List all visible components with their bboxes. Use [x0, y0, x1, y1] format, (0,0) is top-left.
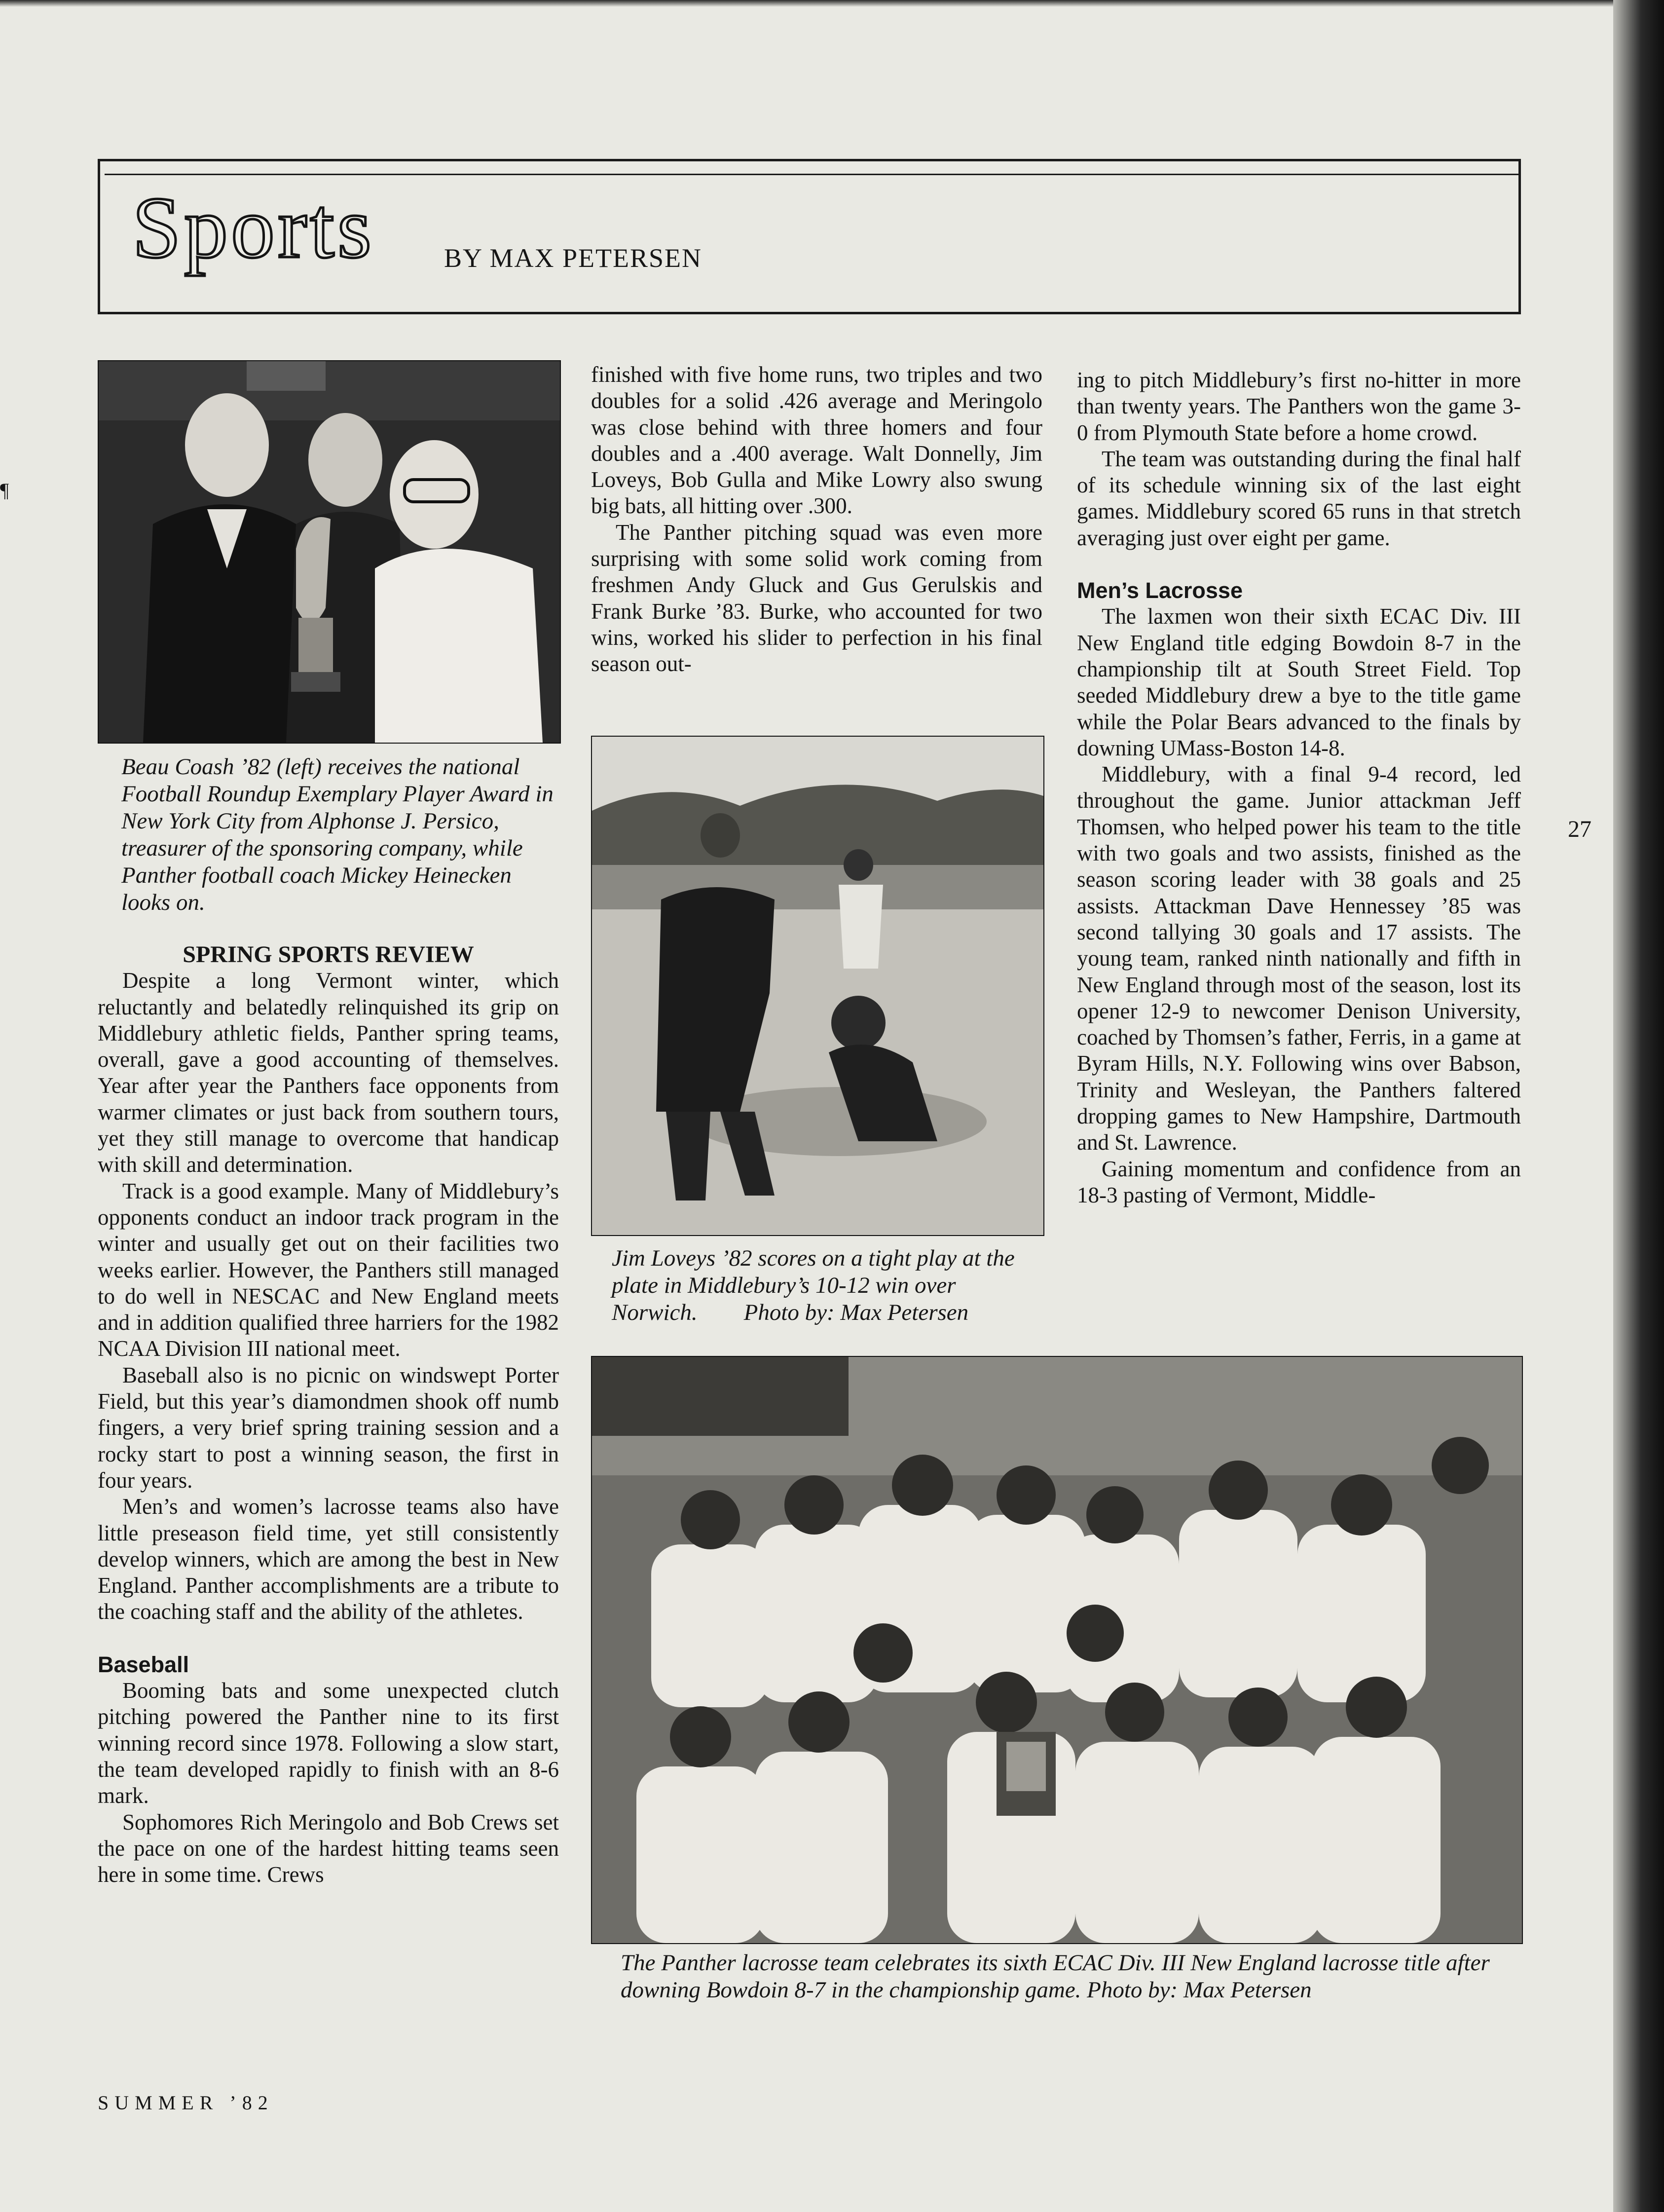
paragraph: ing to pitch Middlebury’s first no-hitter in more than twenty years. The Panthers won the game 3-0 from Plymouth State before a home crowd.	[1077, 368, 1521, 445]
section-heading: SPRING SPORTS REVIEW	[183, 941, 474, 968]
lacrosse-heading: Men’s Lacrosse	[1077, 578, 1243, 603]
paragraph: The laxmen won their sixth ECAC Div. III New England title edging Bowdoin 8-7 in the championship tilt at South Street Field. Top seeded Middlebury drew a bye to the title game while the Polar Bears advanced to the finals by downing UMass-Boston 14-8.	[1077, 604, 1521, 760]
award-photo	[98, 360, 561, 744]
paragraph: Middlebury, with a final 9-4 record, led throughout the game. Junior attackman Jeff Thomsen, who helped power his team to the title with two goals and two assists, finished as the season scoring leader with 38 goals and 25 assists. Attackman Dave Hennessey ’85 was second tallying 30 goals and 17 assists. The young team, ranked ninth nationally and fifth in New England through most of the season, lost its opener 12-9 to newcomer Denison University, coached by Thomsen’s father, Ferris, in a game at Byram Hills, N.Y. Following wins over Babson, Trinity and Wesleyan, the Panthers faltered dropping games to New Hampshire, Dartmouth and St. Lawrence.	[1077, 762, 1521, 1155]
margin-mark: ¶	[0, 479, 9, 501]
paragraph: The Panther pitching squad was even more surprising with some solid work coming from freshmen Andy Gluck and Gus Gerulskis and Frank Burke ’83. Burke, who accounted for two wins, worked his slider to perfection in his final season out-	[591, 520, 1042, 676]
spacer	[98, 1625, 559, 1651]
lacrosse-photo-caption: The Panther lacrosse team celebrates its sixth ECAC Div. III New England lacrosse title after downing Bowdoin 8-7 in the championship game. Photo by: Max Petersen	[621, 1950, 1490, 2003]
paragraph: Gaining momentum and confidence from an 18-3 pasting of Vermont, Middle-	[1077, 1156, 1521, 1207]
footer-issue: SUMMER ’82	[98, 2092, 274, 2114]
paragraph: Men’s and women’s lacrosse teams also have little preseason field time, yet still consistently develop winners, which are among the best in New England. Panther accomplishments are a tribute to the coaching staff and the ability of the athletes.	[98, 1494, 559, 1624]
paragraph: finished with five home runs, two triples and two doubles for a solid .426 average and Meringolo was close behind with three homers and four doubles and a .400 average. Walt Donnelly, Jim Loveys, Bob Gulla and Mike Lowry also swung big bats, all hitting over .300.	[591, 362, 1042, 519]
baseball-photo	[591, 736, 1044, 1236]
spacer	[1077, 551, 1521, 577]
column-1	[98, 941, 559, 1888]
paragraph: The team was outstanding during the final half of its schedule winning six of the last eight games. Middlebury scored 65 runs in that stretch averaging just over eight per game.	[1077, 446, 1521, 550]
lacrosse-photo	[591, 1356, 1523, 1944]
page-number: 27	[1568, 816, 1591, 842]
column-2	[591, 362, 1042, 677]
paragraph: Sophomores Rich Meringolo and Bob Crews set the pace on one of the hardest hitting teams seen here in some time. Crews	[98, 1809, 559, 1887]
section-title: Sports	[132, 179, 374, 276]
page-binding-shadow	[1613, 0, 1664, 2212]
header-rule	[105, 174, 1520, 175]
paragraph: Despite a long Vermont winter, which reluctantly and belatedly relinquished its grip on Middlebury athletic fields, Panther spring teams, overall, gave a good accounting of themselves. Year after year the Panthers face opponents from warmer climates or just back from southern tours, yet they still manage to overcome that handicap with skill and determination.	[98, 968, 559, 1177]
paragraph: Booming bats and some unexpected clutch pitching powered the Panther nine to its first winning record since 1978. Following a slow start, the team developed rapidly to finish with an 8-6 mark.	[98, 1678, 559, 1808]
paragraph: Baseball also is no picnic on windswept Porter Field, but this year’s diamondmen shook off numb fingers, a very brief spring training session and a rocky start to post a winning season, the first in four years.	[98, 1362, 559, 1493]
baseball-photo-caption: Jim Loveys ’82 scores on a tight play at the plate in Middlebury’s 10-12 win over Norwich. Photo by: Max Petersen	[612, 1245, 1021, 1325]
page-top-edge	[0, 0, 1664, 7]
byline: BY MAX PETERSEN	[444, 243, 703, 273]
baseball-heading: Baseball	[98, 1651, 189, 1677]
award-photo-caption: Beau Coash ’82 (left) receives the national Football Roundup Exemplary Player Award in New York City from Alphonse J. Persico, treasurer of the sponsoring company, while Panther football coach Mickey Heinecken looks on.	[121, 754, 554, 915]
paragraph: Track is a good example. Many of Middlebury’s opponents conduct an indoor track program in the winter and usually get out on their facilities two weeks earlier. However, the Panthers still managed to do well in NESCAC and New England meets and in addition qualified three harriers for the 1982 NCAA Division III national meet.	[98, 1178, 559, 1361]
column-3	[1077, 367, 1521, 1208]
